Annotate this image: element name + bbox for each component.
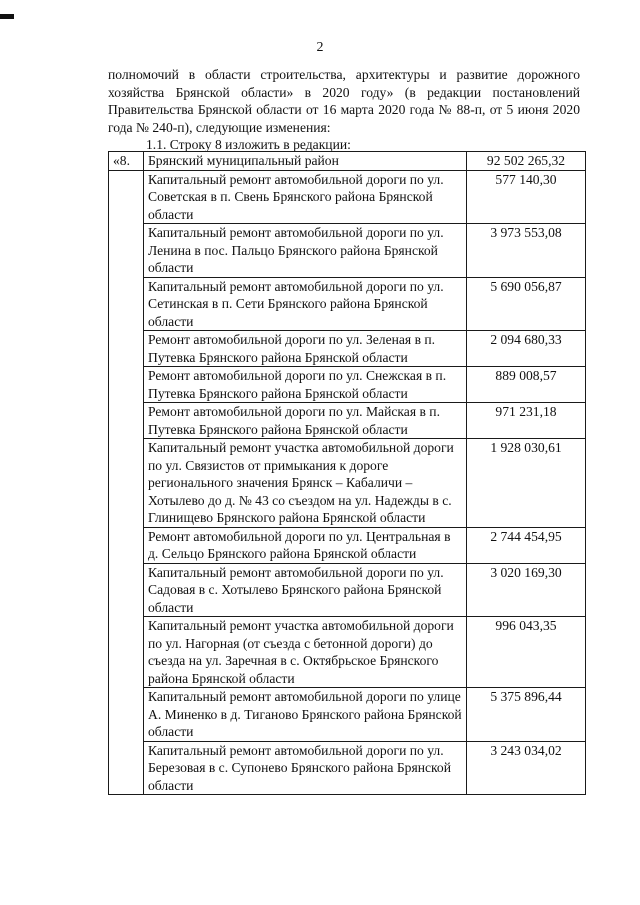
- project-name: Ремонт автомобильной дороги по ул. Зеленая в п. Путевка Брянского района Брянской области: [144, 331, 467, 367]
- intro-text: [108, 66, 580, 154]
- table-row: [109, 224, 586, 278]
- row-number-empty: [109, 170, 144, 795]
- project-sum: 971 231,18: [467, 403, 586, 439]
- table-row: [109, 617, 586, 688]
- project-name: Капитальный ремонт участка автомобильной дороги по ул. Нагорная (от съезда с бетонной дороги) до съезда на ул. Заречная в с. Октябрьское Брянского района Брянской области: [144, 617, 467, 688]
- project-name: Капитальный ремонт автомобильной дороги по ул. Сетинская в п. Сети Брянского района Брянской области: [144, 277, 467, 331]
- project-name: Капитальный ремонт автомобильной дороги по улице А. Миненко в д. Тиганово Брянского района Брянской области: [144, 688, 467, 742]
- project-name: Капитальный ремонт автомобильной дороги по ул. Садовая в с. Хотылево Брянского района Брянской области: [144, 563, 467, 617]
- table-row: [109, 439, 586, 528]
- project-sum: 3 020 169,30: [467, 563, 586, 617]
- table-row: [109, 403, 586, 439]
- table-row: [109, 527, 586, 563]
- funding-table: [108, 151, 586, 795]
- project-name: Ремонт автомобильной дороги по ул. Снежская в п. Путевка Брянского района Брянской области: [144, 367, 467, 403]
- table-row: [109, 331, 586, 367]
- project-name: Ремонт автомобильной дороги по ул. Центральная в д. Сельцо Брянского района Брянской области: [144, 527, 467, 563]
- project-name: Капитальный ремонт участка автомобильной дороги по ул. Связистов от примыкания к дороге регионального значения Брянск – Кабаличи – Хотылево до д. № 43 со съездом на ул. Надежды в с. Глинищево Брянского района Брянской области: [144, 439, 467, 528]
- project-sum: 3 243 034,02: [467, 741, 586, 795]
- project-sum: 577 140,30: [467, 170, 586, 224]
- project-sum: 889 008,57: [467, 367, 586, 403]
- project-name: Капитальный ремонт автомобильной дороги по ул. Советская в п. Свень Брянского района Брянской области: [144, 170, 467, 224]
- project-sum: 5 690 056,87: [467, 277, 586, 331]
- table-row: [109, 741, 586, 795]
- project-sum: 5 375 896,44: [467, 688, 586, 742]
- page-number: 2: [316, 40, 324, 55]
- project-name: Ремонт автомобильной дороги по ул. Майская в п. Путевка Брянского района Брянской области: [144, 403, 467, 439]
- project-sum: 996 043,35: [467, 617, 586, 688]
- project-sum: 1 928 030,61: [467, 439, 586, 528]
- table-row: [109, 277, 586, 331]
- scan-edge-mark: [0, 14, 14, 19]
- district-name: Брянский муниципальный район: [144, 152, 467, 171]
- project-sum: 2 744 454,95: [467, 527, 586, 563]
- project-name: Капитальный ремонт автомобильной дороги по ул. Ленина в пос. Пальцо Брянского района Брянской области: [144, 224, 467, 278]
- table-row: [109, 367, 586, 403]
- project-sum: 2 094 680,33: [467, 331, 586, 367]
- project-name: Капитальный ремонт автомобильной дороги по ул. Березовая в с. Супонево Брянского района Брянской области: [144, 741, 467, 795]
- intro-paragraph: полномочий в области строительства, архитектуры и развитие дорожного хозяйства Брянской области» в 2020 году» (в редакции постановлений Правительства Брянской области от 16 марта 2020 года № 88-п, от 5 июня 2020 года № 240-п), следующие изменения:: [108, 67, 580, 135]
- table-row: [109, 563, 586, 617]
- table-row: [109, 688, 586, 742]
- table-row: [109, 170, 586, 224]
- intro-item: 1.1. Строку 8 изложить в редакции:: [146, 137, 351, 152]
- district-total: 92 502 265,32: [467, 152, 586, 171]
- table-header-row: [109, 152, 586, 171]
- row-number: «8.: [109, 152, 144, 171]
- project-sum: 3 973 553,08: [467, 224, 586, 278]
